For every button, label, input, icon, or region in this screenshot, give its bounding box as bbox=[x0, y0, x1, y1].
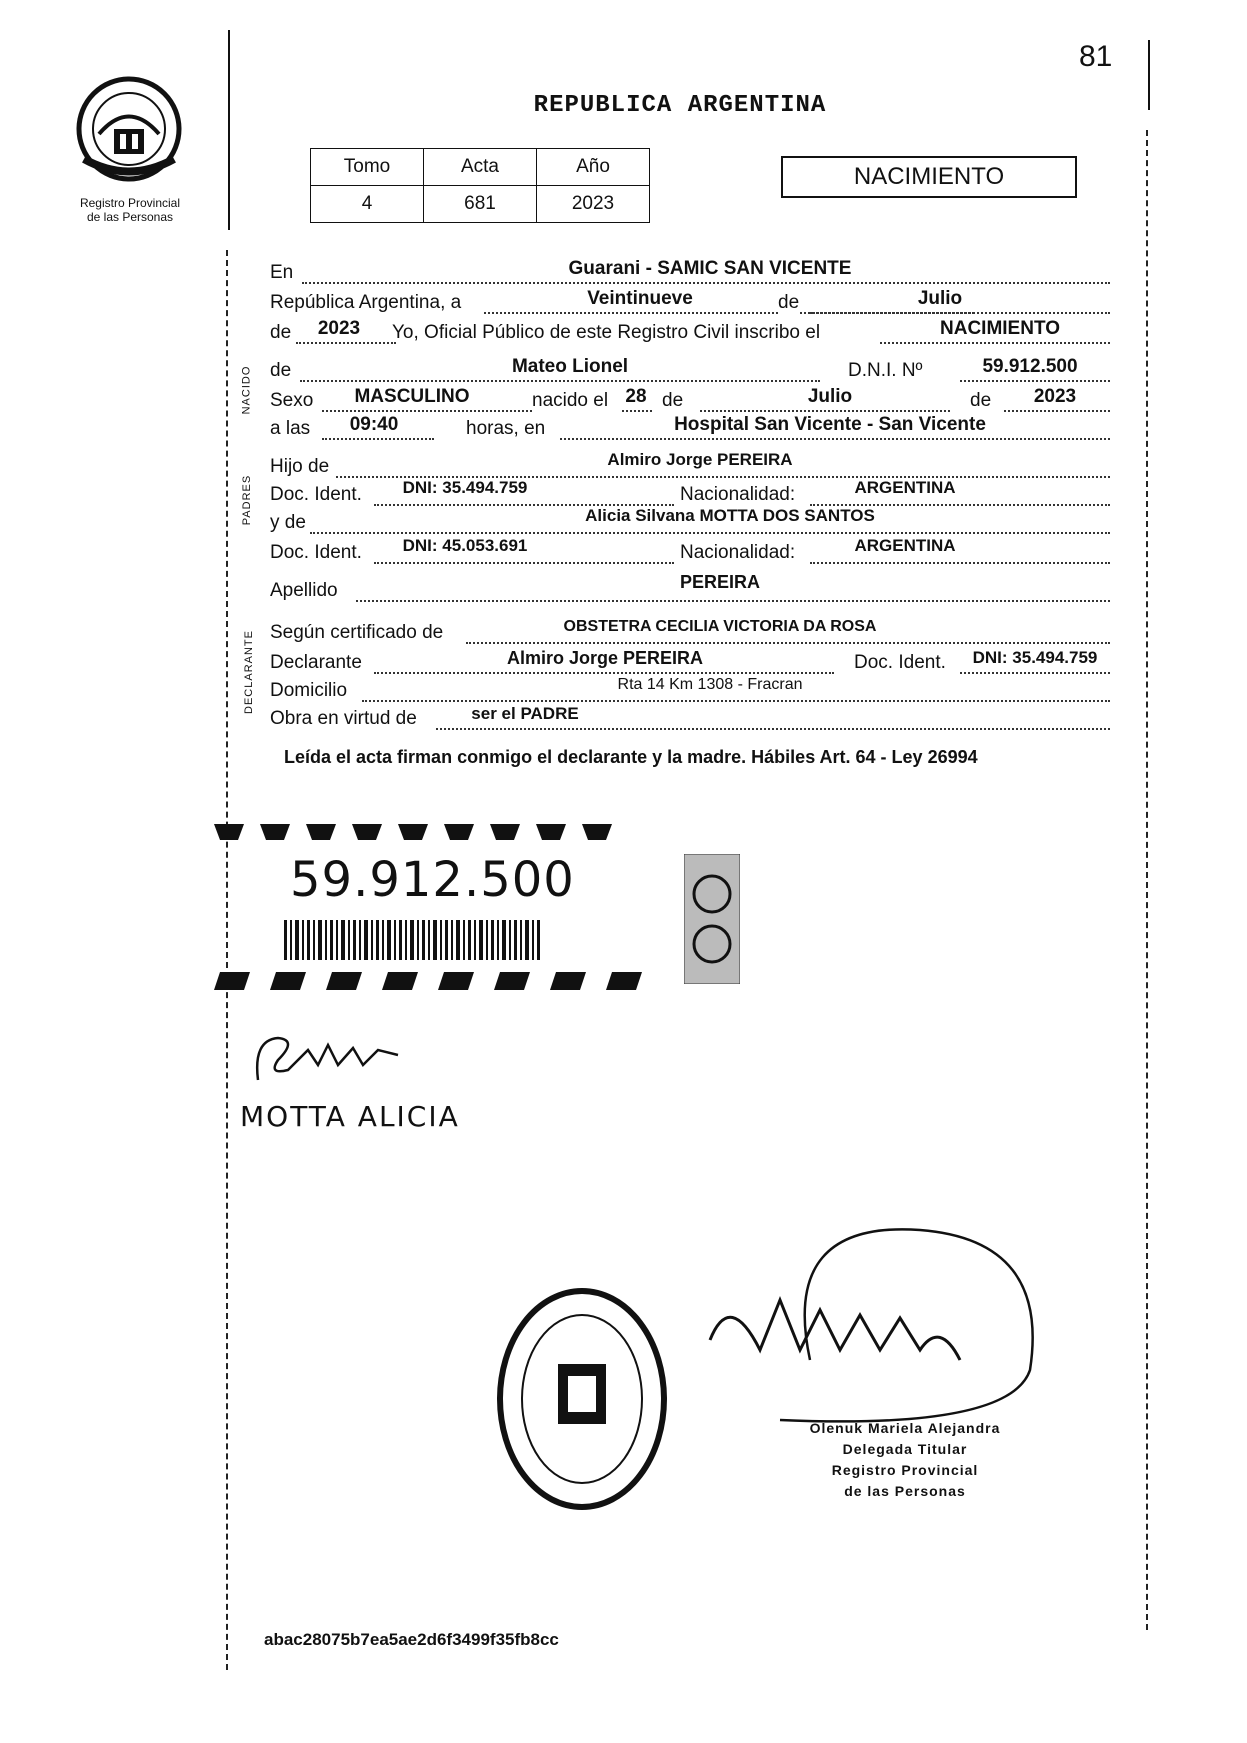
signatory-block bbox=[780, 1418, 1030, 1502]
value-madre-nac: ARGENTINA bbox=[854, 536, 956, 555]
section-nacido: NACIDO bbox=[240, 365, 253, 415]
row-hora-lugar bbox=[270, 414, 1110, 444]
row-apellido bbox=[270, 572, 1110, 606]
value-tomo: 4 bbox=[311, 186, 424, 223]
label-declarante: Declarante bbox=[270, 652, 362, 673]
label-doc-ident-3: Doc. Ident. bbox=[854, 652, 946, 673]
header-anio: Año bbox=[537, 149, 650, 186]
label-doc-ident-1: Doc. Ident. bbox=[270, 484, 362, 505]
registry-line-2: de las Personas bbox=[86, 210, 174, 224]
signatory-name: Olenuk Mariela Alejandra bbox=[809, 1420, 1001, 1436]
right-margin-line bbox=[1146, 130, 1148, 1630]
value-nombre: Mateo Lionel bbox=[511, 356, 629, 377]
margin-line bbox=[228, 30, 230, 230]
value-anio: 2023 bbox=[317, 318, 361, 339]
value-declarante: Almiro Jorge PEREIRA bbox=[506, 648, 704, 668]
label-de-year: de bbox=[270, 322, 292, 343]
value-dia-nac: 28 bbox=[625, 386, 647, 407]
value-lugar-nac: Hospital San Vicente - San Vicente bbox=[674, 414, 986, 435]
label-nacionalidad-1: Nacionalidad: bbox=[680, 484, 796, 505]
row-anio-tipo bbox=[270, 318, 1110, 348]
stamp-border-pattern bbox=[214, 820, 654, 1000]
value-sexo: MASCULINO bbox=[354, 386, 470, 407]
security-hologram bbox=[684, 854, 740, 984]
label-horas-en: horas, en bbox=[466, 418, 546, 439]
document-title: REPUBLICA ARGENTINA bbox=[533, 92, 827, 119]
value-madre-dni: DNI: 45.053.691 bbox=[402, 536, 528, 555]
label-domicilio: Domicilio bbox=[270, 680, 348, 701]
label-dni: D.N.I. Nº bbox=[848, 360, 923, 381]
label-de-mes: de bbox=[662, 390, 684, 411]
label-yo: Yo, Oficial Público de este Registro Civil inscribo el bbox=[392, 322, 821, 343]
value-madre: Alicia Silvana MOTTA DOS SANTOS bbox=[585, 506, 875, 525]
row-madre bbox=[270, 506, 1110, 538]
label-apellido: Apellido bbox=[270, 580, 338, 601]
value-acta: 681 bbox=[424, 186, 537, 223]
value-anio: 2023 bbox=[537, 186, 650, 223]
label-nacido-el: nacido el bbox=[532, 390, 609, 411]
dni-stamp bbox=[214, 820, 654, 1000]
label-de: de bbox=[778, 292, 800, 313]
label-obra: Obra en virtud de bbox=[270, 708, 417, 729]
row-republica bbox=[270, 288, 1110, 318]
value-apellido: PEREIRA bbox=[679, 572, 760, 592]
row-declarante bbox=[270, 648, 1110, 678]
value-padre-dni: DNI: 35.494.759 bbox=[402, 478, 528, 497]
stamp-dni-number: 59.912.500 bbox=[290, 852, 575, 908]
page-number: 81 bbox=[1079, 40, 1113, 73]
label-y-de: y de bbox=[270, 512, 306, 533]
value-hora: 09:40 bbox=[349, 414, 399, 435]
value-tipo: NACIMIENTO bbox=[940, 318, 1060, 339]
label-en: En bbox=[270, 262, 294, 283]
closing-note: Leída el acta firman conmigo el declarante y la madre. Hábiles Art. 64 - Ley 26994 bbox=[284, 747, 978, 767]
label-nacionalidad-2: Nacionalidad: bbox=[680, 542, 796, 563]
right-margin-line bbox=[1148, 40, 1150, 110]
signature-declarante bbox=[248, 1020, 418, 1100]
label-de-anio: de bbox=[970, 390, 992, 411]
label-a-las: a las bbox=[270, 418, 311, 439]
signatory-org-2: de las Personas bbox=[844, 1483, 966, 1499]
document-hash: abac28075b7ea5ae2d6f3499f35fb8cc bbox=[264, 1630, 559, 1649]
value-domicilio: Rta 14 Km 1308 - Fracran bbox=[617, 676, 803, 693]
row-obra bbox=[270, 704, 1110, 734]
header-tomo: Tomo bbox=[311, 149, 424, 186]
row-sexo bbox=[270, 386, 1110, 416]
label-segun: Según certificado de bbox=[270, 622, 444, 643]
value-padre-nac: ARGENTINA bbox=[854, 478, 956, 497]
label-sexo: Sexo bbox=[270, 390, 314, 411]
row-madre-doc bbox=[270, 536, 1110, 568]
value-dni: 59.912.500 bbox=[982, 356, 1078, 377]
label-de-name: de bbox=[270, 360, 292, 381]
value-declarante-dni: DNI: 35.494.759 bbox=[972, 648, 1098, 667]
label-hijo-de: Hijo de bbox=[270, 456, 330, 477]
registry-label bbox=[60, 196, 200, 224]
row-segun bbox=[270, 618, 1110, 648]
province-seal-logo bbox=[74, 74, 184, 184]
section-declarante: DECLARANTE bbox=[242, 630, 255, 714]
signature-madre: MOTTA ALICIA bbox=[240, 1100, 460, 1133]
registry-line-1: Registro Provincial bbox=[79, 196, 181, 210]
value-lugar: Guarani - SAMIC SAN VICENTE bbox=[568, 258, 852, 279]
label-republica: República Argentina, a bbox=[270, 292, 462, 313]
signatory-role: Delegada Titular bbox=[842, 1441, 968, 1457]
record-type-box: NACIMIENTO bbox=[781, 156, 1077, 198]
value-mes: Julio bbox=[917, 288, 963, 309]
row-nombre bbox=[270, 356, 1110, 386]
value-obra: ser el PADRE bbox=[471, 704, 579, 723]
row-domicilio bbox=[270, 676, 1110, 706]
section-padres: PADRES bbox=[241, 474, 254, 526]
value-anio-nac: 2023 bbox=[1033, 386, 1077, 407]
label-doc-ident-2: Doc. Ident. bbox=[270, 542, 362, 563]
official-seal bbox=[492, 1284, 672, 1514]
header-acta: Acta bbox=[424, 149, 537, 186]
value-mes-nac: Julio bbox=[807, 386, 853, 407]
tomo-acta-anio-table bbox=[310, 148, 650, 223]
value-padre: Almiro Jorge PEREIRA bbox=[607, 450, 793, 469]
row-en bbox=[270, 258, 1110, 288]
signatory-org-1: Registro Provincial bbox=[831, 1462, 979, 1478]
value-certificado: OBSTETRA CECILIA VICTORIA DA ROSA bbox=[563, 618, 877, 635]
value-dia-letras: Veintinueve bbox=[587, 288, 693, 309]
